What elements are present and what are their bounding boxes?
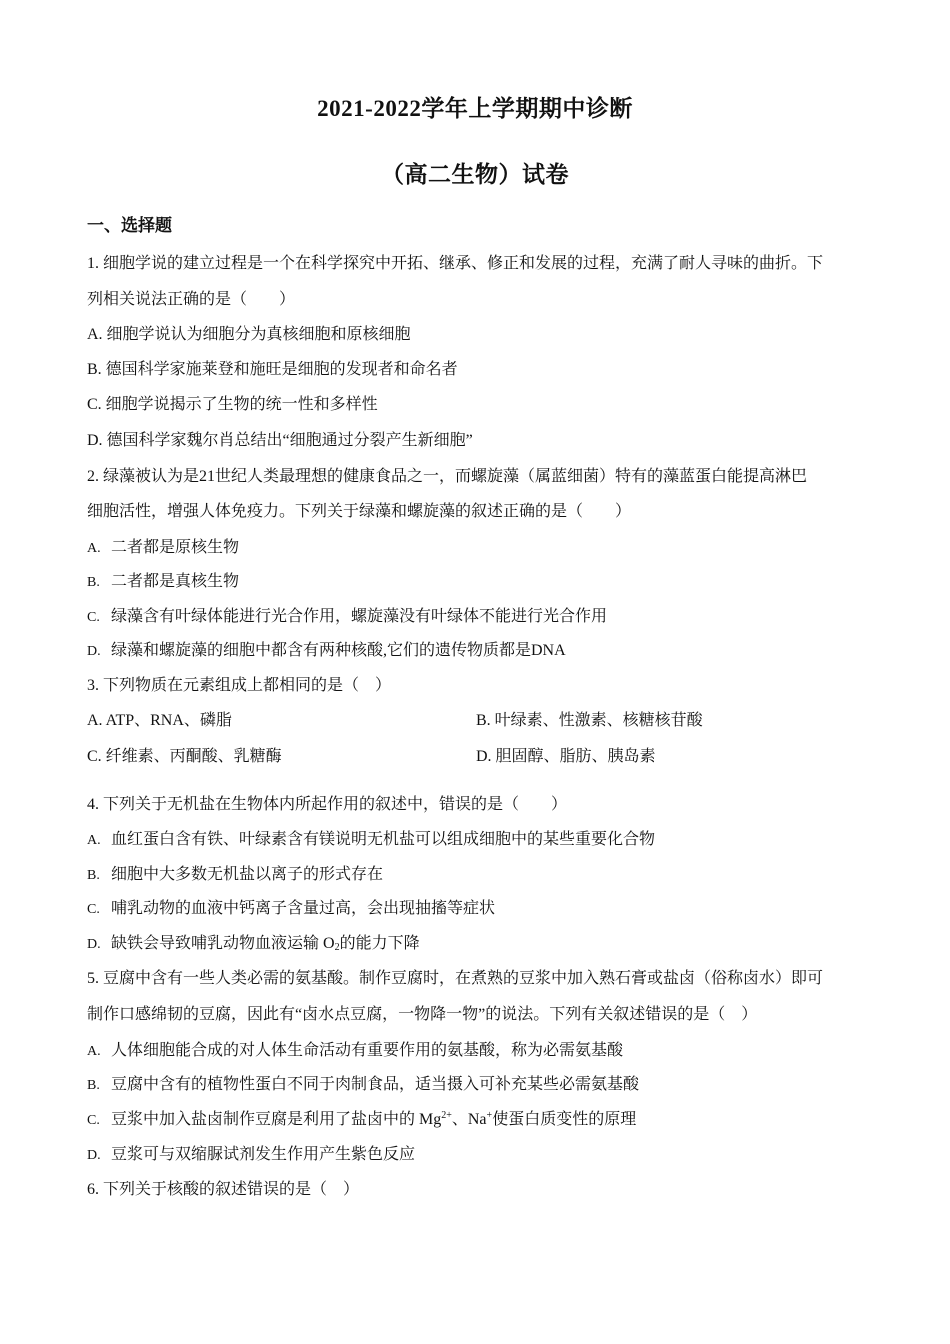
question-2-option-c: [87, 603, 607, 626]
question-3-option-d: D. 胆固醇、脂肪、胰岛素: [476, 748, 656, 765]
question-2-option-d: [87, 637, 566, 660]
question-3-option-b: B. 叶绿素、性激素、核糖核苷酸: [476, 712, 703, 729]
option-text: 豆腐中含有的植物性蛋白不同于肉制食品，适当摄入可补充某些必需氨基酸: [111, 1076, 640, 1093]
question-1-option-a: A. 细胞学说认为细胞分为真核细胞和原核细胞: [87, 326, 411, 343]
option-label: D.: [87, 1148, 101, 1163]
question-5-option-c: [87, 1106, 636, 1129]
question-2-stem-line2: 细胞活性，增强人体免疫力。下列关于绿藻和螺旋藻的叙述正确的是（ ）: [87, 503, 632, 520]
option-label: B.: [87, 575, 100, 590]
exam-title: 2021-2022学年上学期期中诊断: [317, 96, 633, 121]
option-text-before: 豆浆中加入盐卤制作豆腐是利用了盐卤中的 Mg: [111, 1111, 442, 1128]
option-text: 豆浆可与双缩脲试剂发生作用产生紫色反应: [111, 1146, 416, 1163]
option-text: 二者都是真核生物: [111, 573, 240, 590]
question-4-option-d: [87, 930, 420, 953]
question-4-option-b: [87, 861, 383, 884]
option-label: B.: [87, 868, 100, 883]
question-3-stem: 3. 下列物质在元素组成上都相同的是（ ）: [87, 677, 392, 694]
option-label: A.: [87, 833, 101, 848]
option-label: C.: [87, 1113, 100, 1128]
question-6-stem: 6. 下列关于核酸的叙述错误的是（ ）: [87, 1181, 360, 1198]
option-text: 绿藻和螺旋藻的细胞中都含有两种核酸,它们的遗传物质都是DNA: [111, 642, 566, 659]
option-text: 二者都是原核生物: [111, 539, 240, 556]
option-text: 哺乳动物的血液中钙离子含量过高，会出现抽搐等症状: [111, 900, 496, 917]
option-text-before: 缺铁会导致哺乳动物血液运输 O: [111, 935, 335, 952]
section-heading: 一、选择题: [87, 216, 172, 235]
subscript: 2: [334, 942, 340, 953]
question-2-stem-line1: 2. 绿藻被认为是21世纪人类最理想的健康食品之一，而螺旋藻（属蓝细菌）特有的藻蓝蛋白能提高淋巴: [87, 468, 808, 485]
option-text: 细胞中大多数无机盐以离子的形式存在: [111, 866, 384, 883]
option-label: A.: [87, 541, 101, 556]
question-4-option-a: [87, 826, 655, 849]
option-label: D.: [87, 644, 101, 659]
question-2-option-b: [87, 568, 239, 591]
question-1-stem-line2: 列相关说法正确的是（ ）: [87, 291, 296, 308]
question-4-stem: 4. 下列关于无机盐在生物体内所起作用的叙述中，错误的是（ ）: [87, 796, 568, 813]
superscript: 2+: [441, 1110, 452, 1121]
question-5-stem-line2: 制作口感绵韧的豆腐，因此有“卤水点豆腐，一物降一物”的说法。下列有关叙述错误的是（ ）: [87, 1006, 758, 1023]
question-4-option-c: [87, 895, 495, 918]
superscript: +: [486, 1110, 493, 1121]
option-text-middle: 、Na: [451, 1111, 487, 1128]
option-label: A.: [87, 1044, 101, 1059]
option-text-after: 的能力下降: [339, 935, 420, 952]
question-5-stem-line1: 5. 豆腐中含有一些人类必需的氨基酸。制作豆腐时，在煮熟的豆浆中加入熟石膏或盐卤（俗称卤水）即可: [87, 970, 824, 987]
question-1-option-b: B. 德国科学家施莱登和施旺是细胞的发现者和命名者: [87, 361, 458, 378]
option-text-after: 使蛋白质变性的原理: [492, 1111, 637, 1128]
question-1-option-c: C. 细胞学说揭示了生物的统一性和多样性: [87, 396, 378, 413]
question-5-option-b: [87, 1071, 639, 1094]
option-text: 人体细胞能合成的对人体生命活动有重要作用的氨基酸，称为必需氨基酸: [111, 1042, 624, 1059]
question-1-option-d: D. 德国科学家魏尔肖总结出“细胞通过分裂产生新细胞”: [87, 432, 473, 449]
option-label: C.: [87, 902, 100, 917]
option-label: B.: [87, 1078, 100, 1093]
question-3-option-c: C. 纤维素、丙酮酸、乳糖酶: [87, 748, 282, 765]
question-2-option-a: [87, 534, 239, 557]
option-label: C.: [87, 610, 100, 625]
option-label: D.: [87, 937, 101, 952]
option-text: 绿藻含有叶绿体能进行光合作用，螺旋藻没有叶绿体不能进行光合作用: [111, 608, 608, 625]
question-1-stem-line1: 1. 细胞学说的建立过程是一个在科学探究中开拓、继承、修正和发展的过程，充满了耐人寻味的曲折。下: [87, 255, 824, 272]
exam-subtitle: （高二生物）试卷: [381, 162, 569, 187]
question-5-option-a: [87, 1037, 623, 1060]
question-3-option-a: A. ATP、RNA、磷脂: [87, 712, 232, 729]
question-5-option-d: [87, 1141, 415, 1164]
option-text: 血红蛋白含有铁、叶绿素含有镁说明无机盐可以组成细胞中的某些重要化合物: [111, 831, 656, 848]
